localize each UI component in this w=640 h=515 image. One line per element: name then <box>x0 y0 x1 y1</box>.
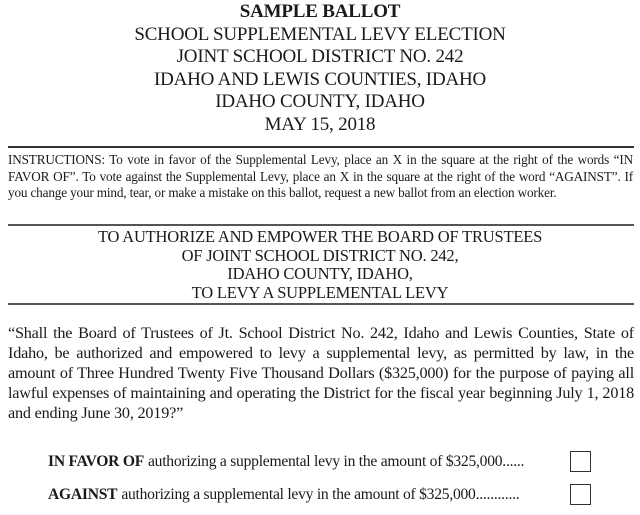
divider <box>8 303 634 305</box>
option-label: AGAINST <box>48 486 118 503</box>
question-title-line: IDAHO COUNTY, IDAHO, <box>227 264 413 283</box>
county: IDAHO COUNTY, IDAHO <box>215 91 425 112</box>
ballot-title: SAMPLE BALLOT <box>239 1 401 22</box>
option-label: IN FAVOR OF <box>48 453 144 470</box>
ballot-question-text: “Shall the Board of Trustees of Jt. School District No. 242, Idaho and Lewis Counties, State of Idaho, be authorized and empowered to levy a supplemental levy, as permitted by law, in the amount of Three Hundred Twenty Five Thousand Dollars ($325,000) for the purpose of paying all lawful expenses of maintaining and operating the District for the fiscal year beginning July 1, 2018 and ending June 30, 2019?” <box>8 324 634 422</box>
question-title-line: OF JOINT SCHOOL DISTRICT NO. 242, <box>181 245 459 265</box>
district-name: JOINT SCHOOL DISTRICT NO. 242 <box>176 46 464 67</box>
question-title-line: TO AUTHORIZE AND EMPOWER THE BOARD OF TRUSTEES <box>97 227 543 246</box>
ballot-header <box>0 0 640 136</box>
option-text: authorizing a supplemental levy in the amount of $325,000............ <box>121 486 520 503</box>
in-favor-checkbox[interactable] <box>570 451 591 472</box>
option-in-favor <box>48 451 524 473</box>
option-text: authorizing a supplemental levy in the amount of $325,000...... <box>148 453 525 470</box>
question-title <box>0 228 640 302</box>
question-title-line: TO LEVY A SUPPLEMENTAL LEVY <box>191 282 449 302</box>
divider <box>8 146 634 148</box>
instructions-text: INSTRUCTIONS: To vote in favor of the Supplemental Levy, place an X in the square at the right of the words “IN FAVOR OF”. To vote against the Supplemental Levy, place an X in the square at the right of the word “AGAINST”. If you change your mind, tear, or make a mistake on this ballot, request a new ballot from an election worker. <box>8 152 633 201</box>
election-date: MAY 15, 2018 <box>264 113 376 135</box>
against-checkbox[interactable] <box>570 484 591 505</box>
option-against <box>48 484 519 506</box>
divider <box>8 224 634 226</box>
counties: IDAHO AND LEWIS COUNTIES, IDAHO <box>153 68 487 90</box>
election-name: SCHOOL SUPPLEMENTAL LEVY ELECTION <box>134 23 506 45</box>
